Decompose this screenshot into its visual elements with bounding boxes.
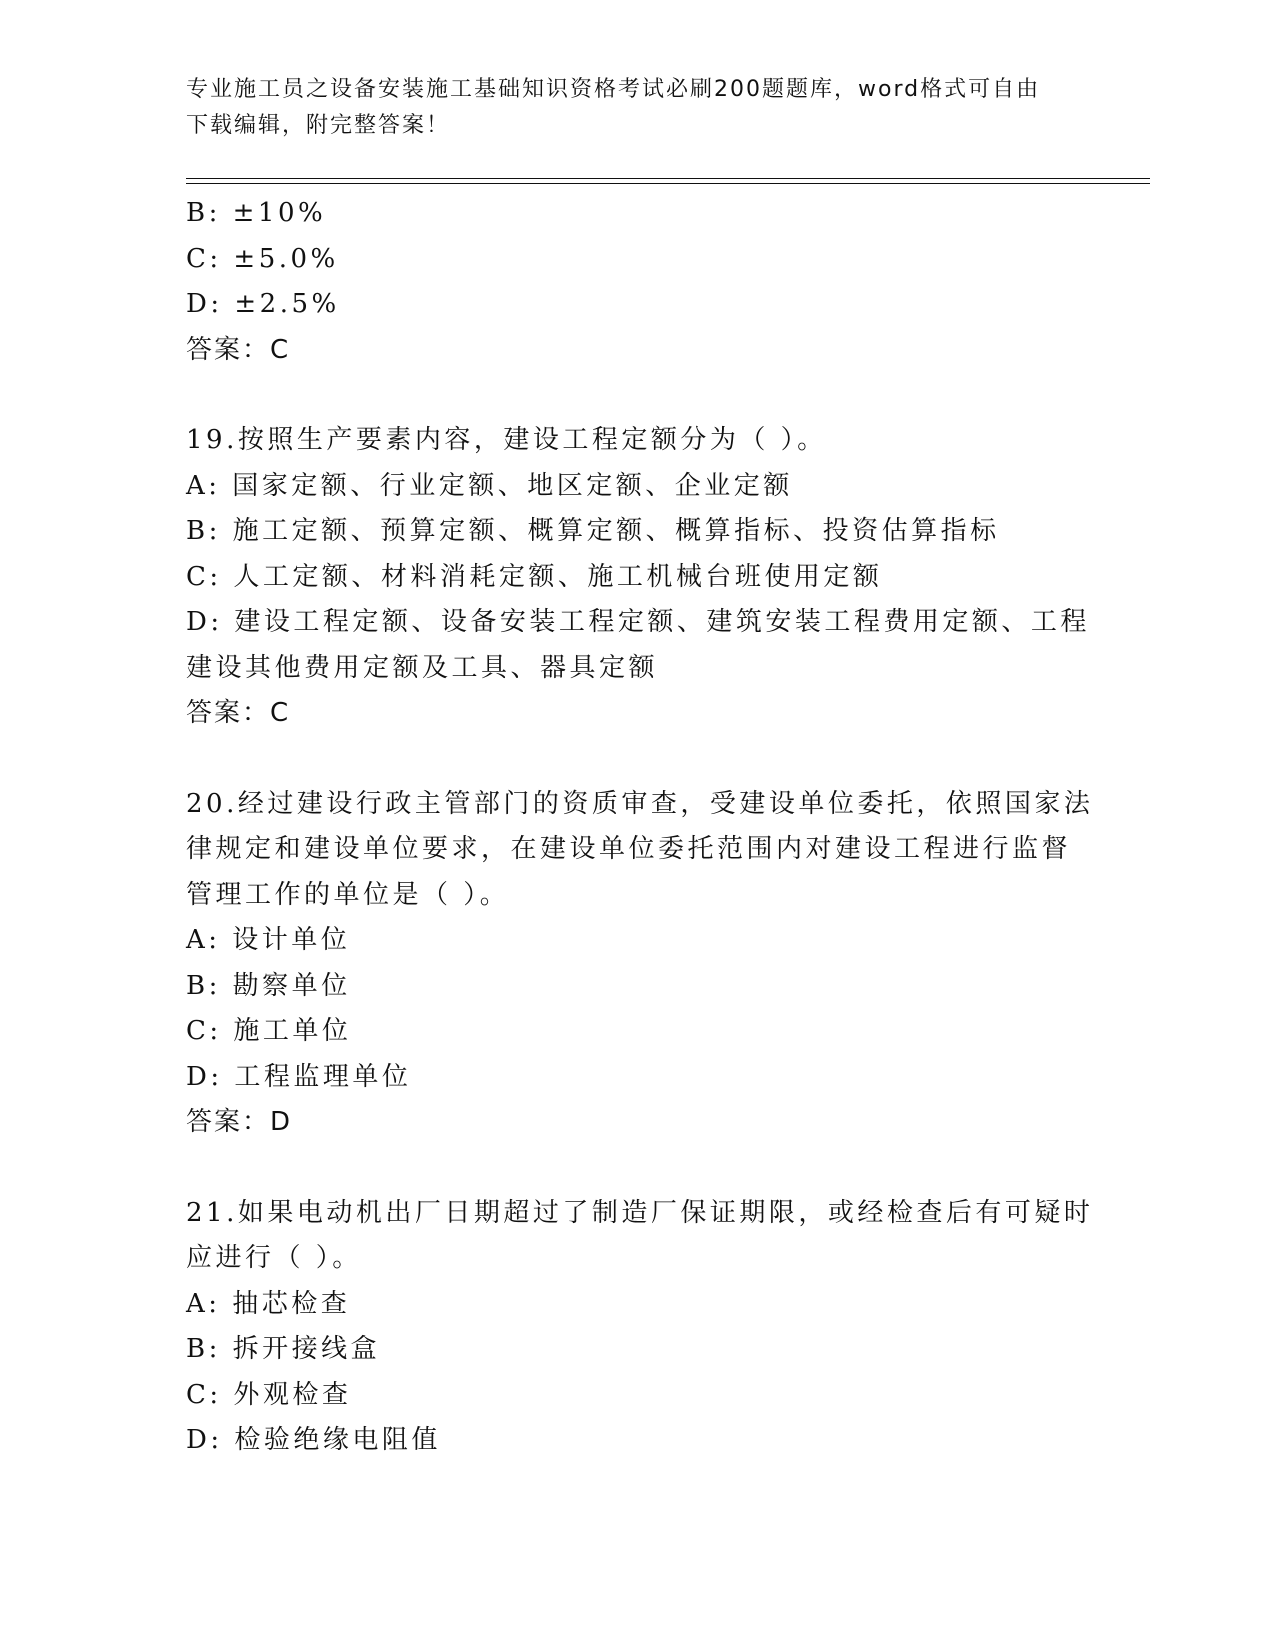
question-stem-line-2: 应进行（ ）。 bbox=[186, 1243, 362, 1273]
option-d-line-2: 建设其他费用定额及工具、器具定额 bbox=[186, 652, 659, 683]
question-21 bbox=[186, 1191, 1094, 1464]
option-b: B: 勘察单位 bbox=[186, 970, 351, 1001]
option-b: B: ±10% bbox=[186, 198, 327, 228]
question-stem-line-1: 21.如果电动机出厂日期超过了制造厂保证期限，或经检查后有可疑时 bbox=[186, 1197, 1094, 1228]
question-18-continued bbox=[186, 191, 1086, 373]
question-stem-line-2: 律规定和建设单位要求，在建设单位委托范围内对建设工程进行监督 bbox=[186, 834, 1072, 864]
option-c: C: ±5.0% bbox=[186, 243, 339, 274]
question-stem-line-1: 20.经过建设行政主管部门的资质审查，受建设单位委托，依照国家法 bbox=[186, 788, 1094, 819]
answer: 答案：C bbox=[186, 698, 291, 728]
option-a: A: 抽芯检查 bbox=[186, 1288, 351, 1319]
option-c: C: 人工定额、材料消耗定额、施工机械台班使用定额 bbox=[186, 561, 883, 592]
option-c: C: 施工单位 bbox=[186, 1016, 352, 1046]
question-stem: 19.按照生产要素内容，建设工程定额分为（ ）。 bbox=[186, 425, 827, 455]
option-d: D: 工程监理单位 bbox=[186, 1061, 412, 1092]
spacer bbox=[186, 737, 1086, 782]
question-19 bbox=[186, 418, 1090, 737]
option-d-line-1: D: 建设工程定额、设备安装工程定额、建筑安装工程费用定额、工程 bbox=[186, 607, 1090, 637]
header-divider-bottom bbox=[186, 183, 1150, 184]
header-divider-top bbox=[186, 178, 1150, 179]
option-d: D: 检验绝缘电阻值 bbox=[186, 1425, 441, 1455]
answer: 答案：D bbox=[186, 1107, 293, 1137]
question-20 bbox=[186, 782, 1094, 1146]
spacer bbox=[186, 1146, 1086, 1191]
option-d: D: ±2.5% bbox=[186, 289, 340, 319]
header-title-line-1: 专业施工员之设备安装施工基础知识资格考试必刷200题题库，word格式可自由 bbox=[186, 77, 1041, 102]
option-b: B: 拆开接线盒 bbox=[186, 1334, 381, 1364]
question-stem-line-3: 管理工作的单位是（ ）。 bbox=[186, 879, 510, 910]
page-header bbox=[186, 72, 1066, 144]
option-b: B: 施工定额、预算定额、概算定额、概算指标、投资估算指标 bbox=[186, 516, 1000, 546]
option-c: C: 外观检查 bbox=[186, 1379, 352, 1410]
header-title-line-2: 下载编辑，附完整答案！ bbox=[186, 113, 451, 138]
question-list bbox=[186, 191, 1094, 1464]
answer: 答案：C bbox=[186, 334, 291, 365]
option-a: A: 国家定额、行业定额、地区定额、企业定额 bbox=[186, 470, 793, 501]
spacer bbox=[186, 373, 1086, 418]
option-a: A: 设计单位 bbox=[186, 925, 351, 955]
